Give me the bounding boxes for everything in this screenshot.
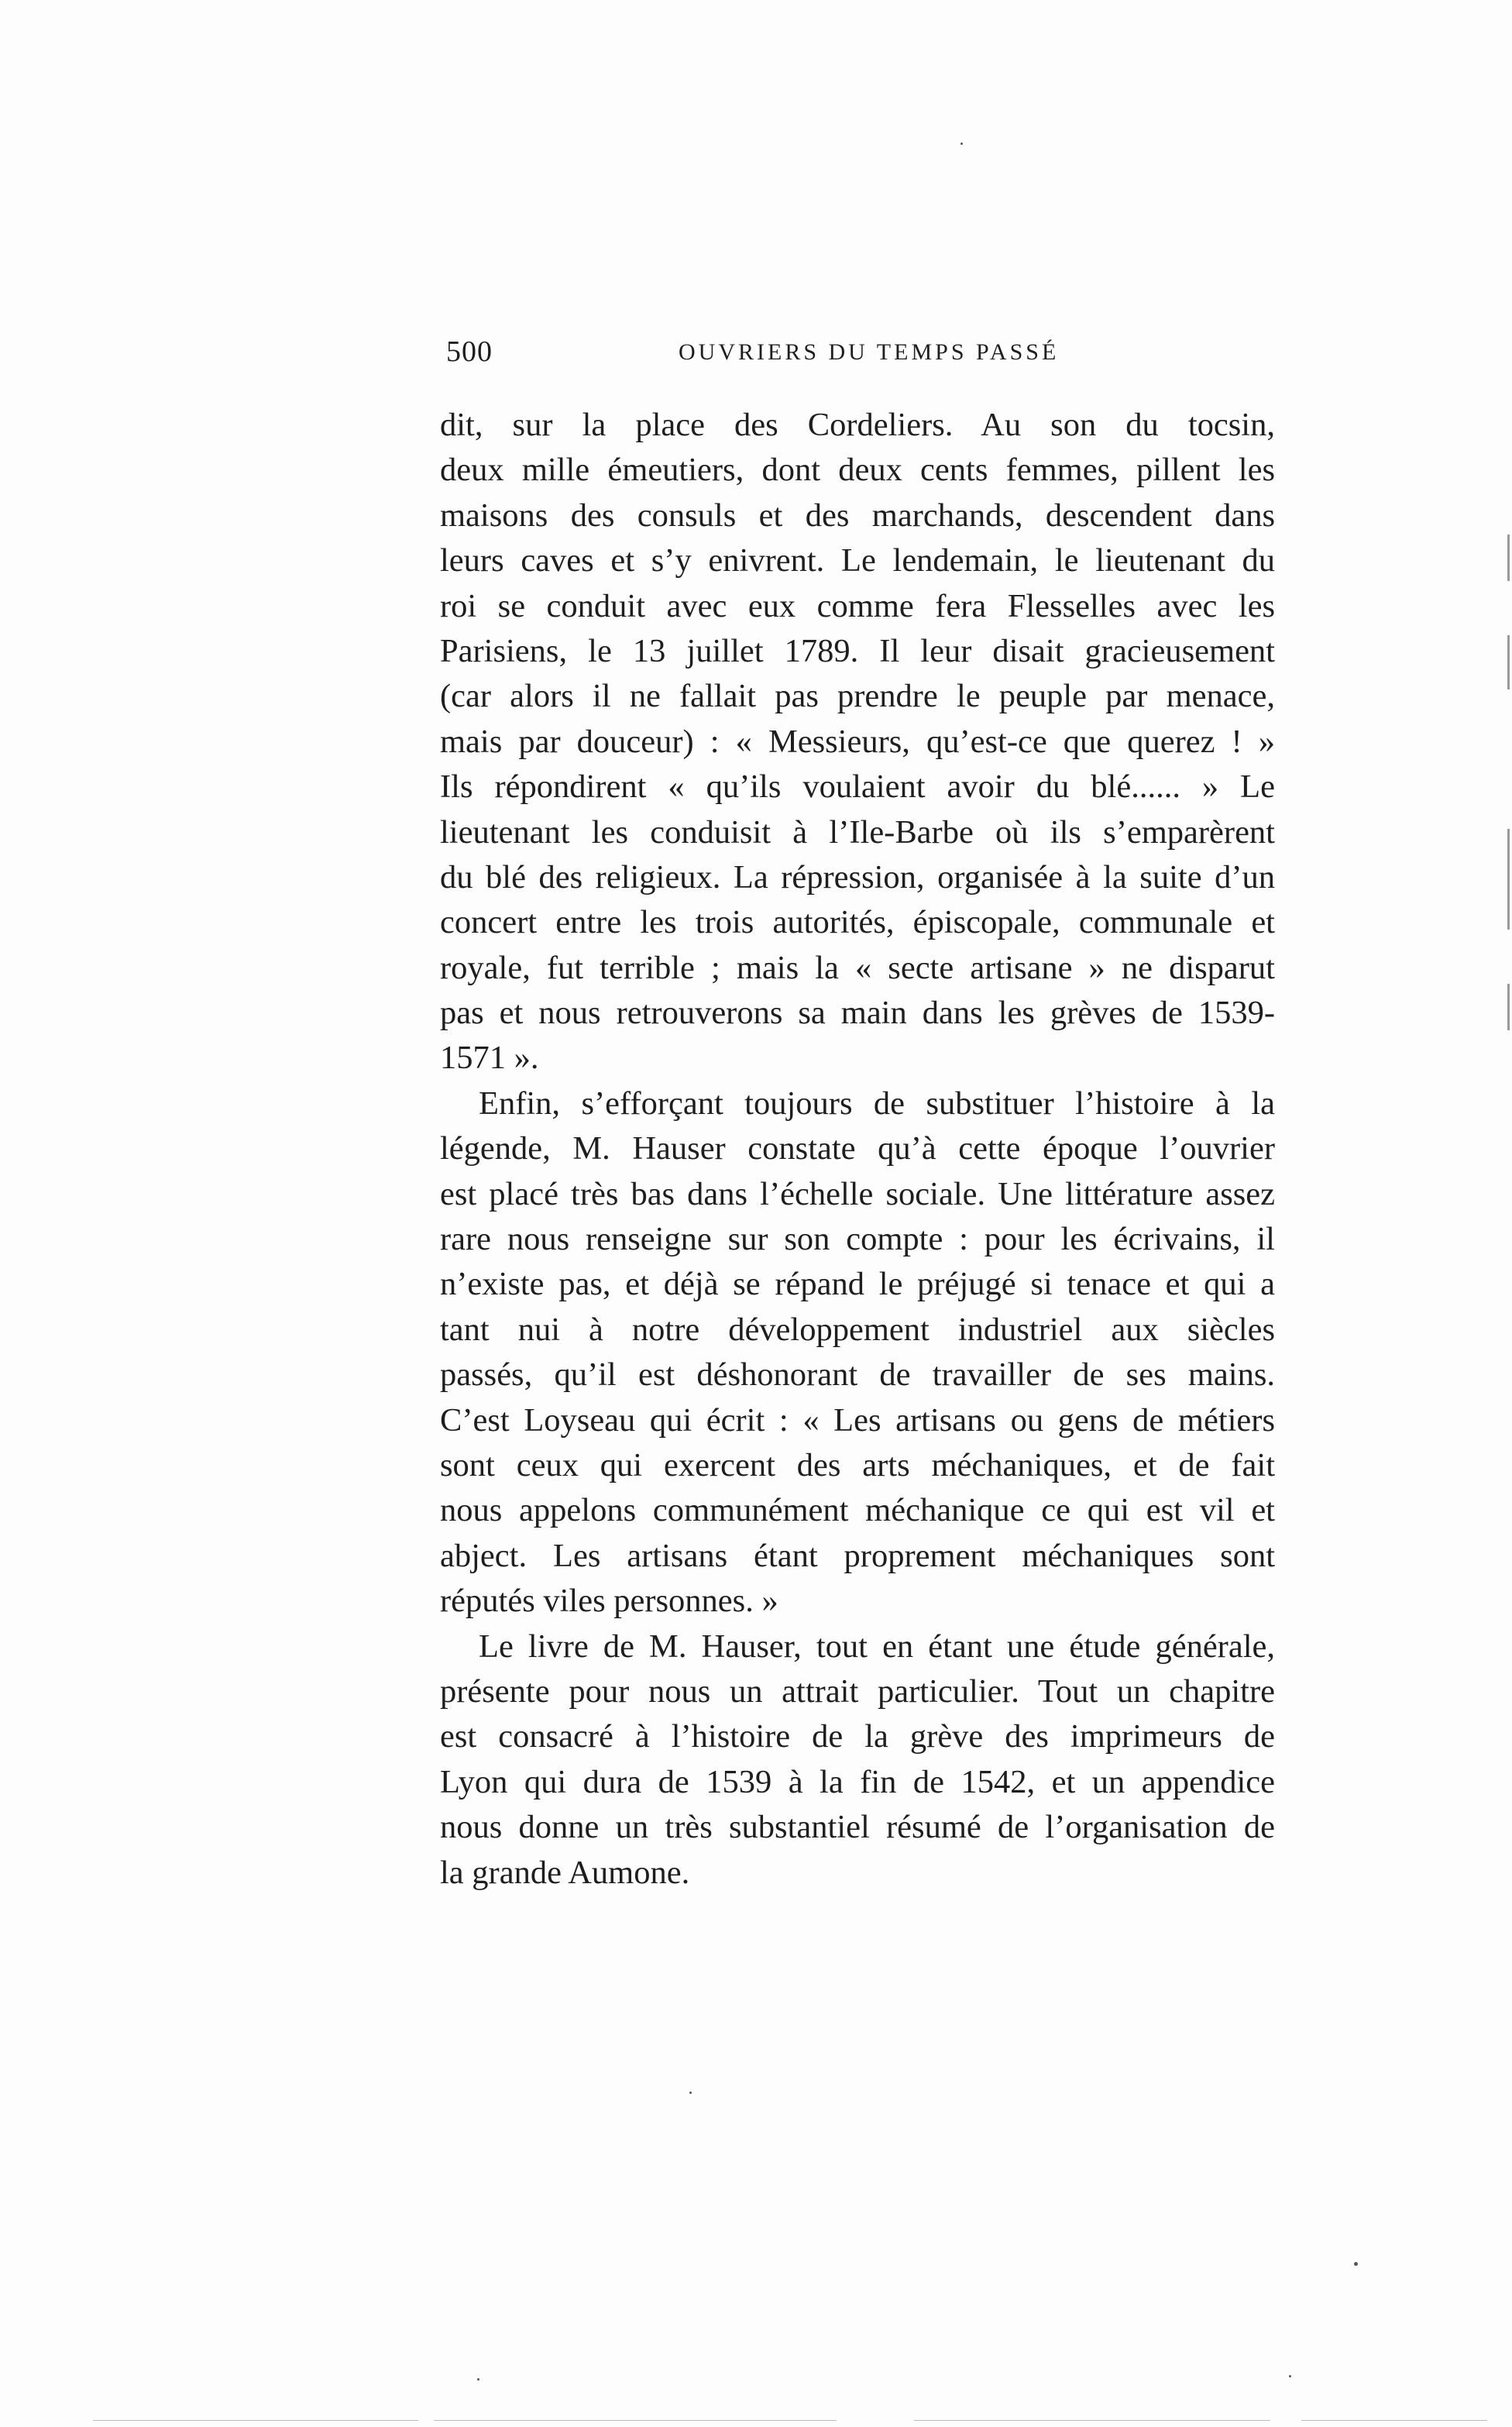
- text-line: dit, sur la place des Cordeliers. Au son du tocsin,: [440, 407, 1275, 443]
- text-line: passés, qu’il est déshonorant de travailler de ses mains.: [440, 1356, 1275, 1394]
- text-line: maisons des consuls et des marchands, descendent dans: [440, 497, 1275, 534]
- running-head: [446, 335, 1280, 381]
- scan-speck: [1289, 2375, 1291, 2377]
- scan-bottom-rule: [914, 2420, 1270, 2421]
- text-line: Le livre de M. Hauser, tout en étant une étude générale,: [479, 1628, 1275, 1665]
- paragraph: [440, 403, 1275, 1081]
- text-line: est placé très bas dans l’échelle sociale. Une littérature assez: [440, 1175, 1275, 1212]
- text-line: nous appelons communément méchanique ce qui est vil et: [440, 1492, 1275, 1529]
- text-line: n’existe pas, et déjà se répand le préjugé si tenace et qui a: [440, 1266, 1275, 1303]
- text-line: Lyon qui dura de 1539 à la fin de 1542, et un appendice: [440, 1763, 1275, 1800]
- text-line: lieutenant les conduisit à l’Ile-Barbe où ils s’emparèrent: [440, 813, 1275, 851]
- text-line: du blé des religieux. La répression, organisée à la suite d’un: [440, 858, 1275, 896]
- text-line: tant nui à notre développement industriel aux siècles: [440, 1311, 1275, 1348]
- text-line: Parisiens, le 13 juillet 1789. Il leur disait gracieusement: [440, 632, 1275, 669]
- text-line: nous donne un très substantiel résumé de l’organisation de: [440, 1809, 1275, 1846]
- text-line: (car alors il ne fallait pas prendre le peuple par menace,: [440, 678, 1275, 715]
- scan-speck: [477, 2378, 479, 2381]
- scan-speck: [1354, 2262, 1358, 2266]
- scan-margin-mark: [1507, 635, 1510, 689]
- text-line: légende, M. Hauser constate qu’à cette époque l’ouvrier: [440, 1130, 1275, 1167]
- text-line: concert entre les trois autorités, épiscopale, communale et: [440, 904, 1275, 941]
- paragraph: [440, 1081, 1275, 1624]
- running-title: OUVRIERS DU TEMPS PASSÉ: [679, 339, 1060, 365]
- scan-bottom-rule: [1301, 2420, 1487, 2421]
- scan-bottom-rule: [93, 2420, 418, 2421]
- text-line: roi se conduit avec eux comme fera Flesselles avec les: [440, 587, 1275, 624]
- body-text: [440, 403, 1275, 1896]
- scan-bottom-rule: [434, 2420, 837, 2421]
- scan-speck: [960, 143, 963, 145]
- text-line: 1571 ».: [440, 1040, 539, 1077]
- text-line: pas et nous retrouverons sa main dans les grèves de 1539-: [440, 995, 1275, 1032]
- text-line: leurs caves et s’y enivrent. Le lendemain, le lieutenant du: [440, 542, 1275, 579]
- text-line: la grande Aumone.: [440, 1854, 690, 1891]
- text-line: sont ceux qui exercent des arts méchaniques, et de fait: [440, 1446, 1275, 1483]
- text-line: deux mille émeutiers, dont deux cents femmes, pillent les: [440, 452, 1275, 489]
- text-line: présente pour nous un attrait particulier. Tout un chapitre: [440, 1672, 1275, 1710]
- text-line: réputés viles personnes. »: [440, 1583, 778, 1620]
- scan-margin-mark: [1507, 984, 1510, 1030]
- text-line: abject. Les artisans étant proprement méchaniques sont: [440, 1537, 1275, 1574]
- scan-speck: [689, 2092, 692, 2094]
- scan-margin-mark: [1507, 868, 1510, 930]
- text-line: mais par douceur) : « Messieurs, qu’est-ce que querez ! »: [440, 723, 1275, 760]
- text-line: Enfin, s’efforçant toujours de substituer l’histoire à la: [479, 1085, 1275, 1122]
- text-line: est consacré à l’histoire de la grève des imprimeurs de: [440, 1718, 1275, 1755]
- paragraph: [440, 1624, 1275, 1896]
- text-line: Ils répondirent « qu’ils voulaient avoir du blé...... » Le: [440, 768, 1275, 806]
- text-line: C’est Loyseau qui écrit : « Les artisans ou gens de métiers: [440, 1401, 1275, 1439]
- scan-margin-mark: [1507, 535, 1510, 581]
- text-line: rare nous renseigne sur son compte : pour les écrivains, il: [440, 1221, 1275, 1258]
- page-number: 500: [446, 335, 493, 368]
- text-line: royale, fut terrible ; mais la « secte artisane » ne disparut: [440, 949, 1275, 986]
